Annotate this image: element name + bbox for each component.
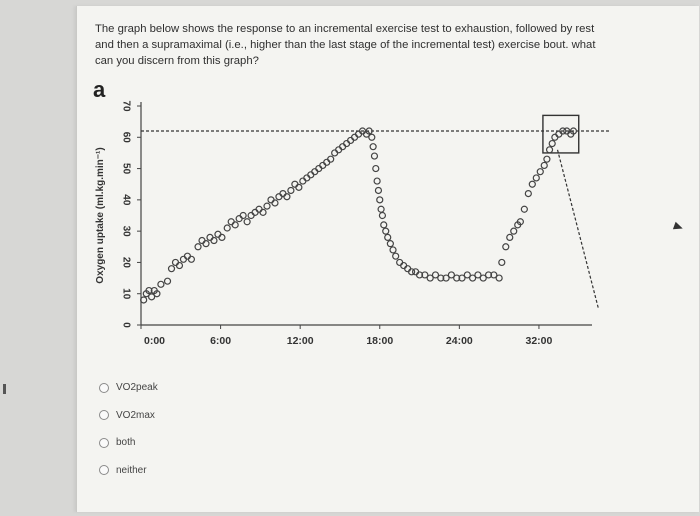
question-text: The graph below shows the response to an incremental exercise test to exhaustion, followed by rest and then a supramaximal (i.e., higher than the last stage of the incremental test) exercise bout. what can you discern from this graph? [95,23,596,67]
x-tick-label: 24:00 [445,335,473,347]
data-point [393,253,399,259]
x-tick-label: 32:00 [525,335,553,347]
option-label: neither [116,464,147,476]
option-label: VO2peak [116,382,158,394]
option-label: both [116,437,136,449]
x-tick-label: 0:00 [144,335,166,347]
data-point [240,213,246,219]
data-point [224,225,230,231]
data-point [316,166,322,172]
data-point [503,244,509,250]
data-point [340,144,346,150]
data-point [288,187,294,193]
data-point [556,131,562,137]
data-point [383,228,389,234]
data-point [244,219,250,225]
data-point [180,256,186,262]
y-tick-label: 60 [120,131,132,143]
y-tick-label: 10 [120,288,132,300]
x-tick-label: 12:00 [286,335,314,347]
data-point [397,259,403,265]
data-point [373,166,379,172]
data-point [496,275,502,281]
data-point [521,206,527,212]
data-point [344,141,350,147]
data-point [499,259,505,265]
data-point [507,234,513,240]
data-point [369,134,375,140]
data-point [390,247,396,253]
data-point [547,147,553,153]
y-tick-label: 20 [120,256,132,268]
panel-label: a [93,77,106,102]
data-point [348,137,354,143]
data-point [375,187,381,193]
data-point [352,134,358,140]
data-point [387,241,393,247]
data-point [248,213,254,219]
data-point [511,228,517,234]
data-point [379,213,385,219]
data-point [232,222,238,228]
data-point [320,162,326,168]
x-tick-label: 18:00 [366,335,394,347]
data-point [537,169,543,175]
data-point [195,244,201,250]
data-point [525,191,531,197]
data-point [215,231,221,237]
data-point [336,147,342,153]
data-point [296,184,302,190]
data-point [552,134,558,140]
y-tick-label: 0 [120,322,132,328]
data-point [312,169,318,175]
data-point [236,216,242,222]
data-point [304,175,310,181]
trend-line [558,150,599,310]
option-label: VO2max [116,409,155,421]
data-point [176,263,182,269]
data-point [529,181,535,187]
x-tick-label: 6:00 [210,335,232,347]
data-point [207,234,213,240]
data-point [381,222,387,228]
data-point [300,178,306,184]
data-point [541,162,547,168]
y-axis-label: Oxygen uptake (ml.kg.min⁻¹) [95,147,106,284]
data-point [184,253,190,259]
data-point [280,191,286,197]
data-point [165,278,171,284]
data-point [172,259,178,265]
data-point [533,175,539,181]
data-point [203,241,209,247]
data-point [228,219,234,225]
data-point [332,150,338,156]
data-point [272,200,278,206]
data-point [211,238,217,244]
data-point [324,159,330,165]
data-point [328,156,334,162]
data-point [308,172,314,178]
data-point [401,263,407,269]
data-point [356,131,362,137]
data-point [292,181,298,187]
window-edge-icon [3,384,6,394]
data-point [268,197,274,203]
data-point [377,197,383,203]
data-point [264,203,270,209]
y-tick-label: 40 [120,194,132,206]
data-point [260,209,266,215]
data-point [378,206,384,212]
data-point [188,256,194,262]
data-point [169,266,175,272]
y-tick-label: 50 [120,163,132,175]
data-point [385,234,391,240]
data-point [370,144,376,150]
y-tick-label: 30 [120,225,132,237]
data-point [284,194,290,200]
data-point [276,194,282,200]
data-point [252,209,258,215]
data-point [158,281,164,287]
data-point [413,269,419,275]
data-point [549,141,555,147]
data-point [544,156,550,162]
data-point [199,238,205,244]
data-point [374,178,380,184]
y-tick-label: 70 [120,100,132,112]
data-point [256,206,262,212]
data-point [405,266,411,272]
data-point [371,153,377,159]
data-point [219,234,225,240]
